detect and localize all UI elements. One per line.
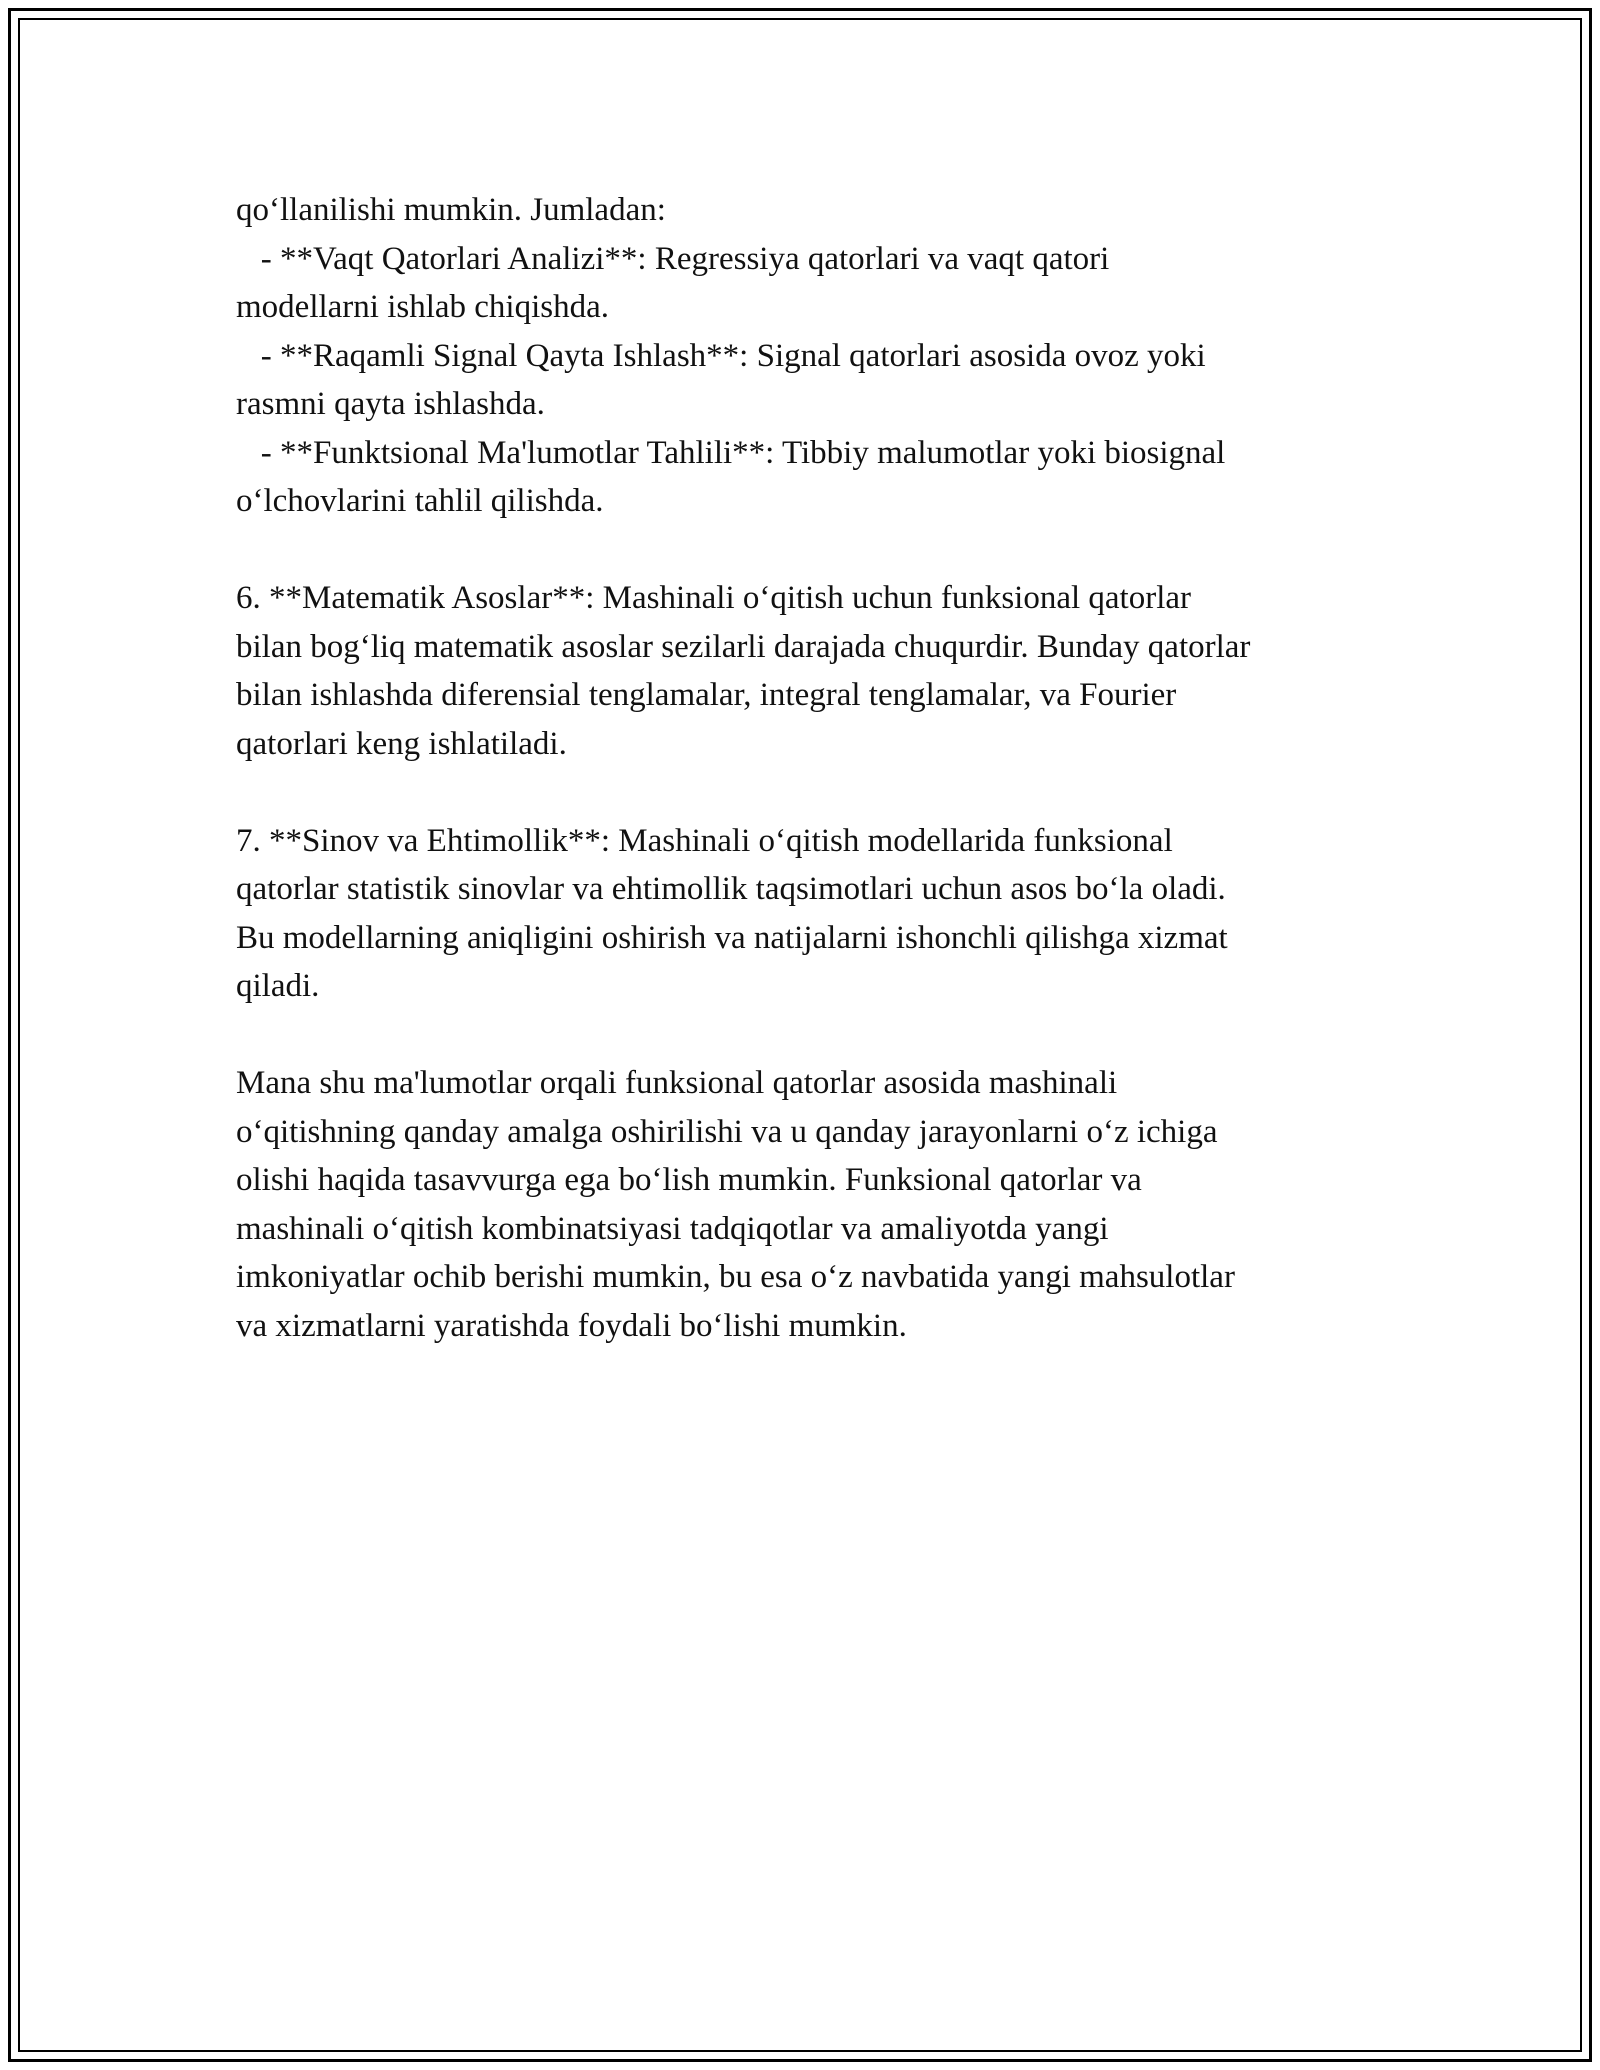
text-line: - **Vaqt Qatorlari Analizi**: Regressiya qatorlari va vaqt qatori	[236, 240, 1110, 277]
text-line: imkoniyatlar ochib berishi mumkin, bu esa o‘z navbatida yangi mahsulotlar	[236, 1259, 1235, 1295]
text-line: mashinali o‘qitish kombinatsiyasi tadqiqotlar va amaliyotda yangi	[236, 1210, 1109, 1247]
paragraph-applications-list	[236, 186, 1376, 526]
text-line: rasmni qayta ishlashda.	[236, 386, 545, 422]
text-line: 7. **Sinov va Ehtimollik**: Mashinali o‘qitish modellarida funksional	[236, 822, 1173, 859]
text-line: qiladi.	[236, 968, 320, 1004]
text-line: qatorlar statistik sinovlar va ehtimollik taqsimotlari uchun asos bo‘la oladi.	[236, 871, 1226, 907]
text-line: o‘lchovlarini tahlil qilishda.	[236, 483, 604, 519]
text-line: o‘qitishning qanday amalga oshirilishi va u qanday jarayonlarni o‘z ichiga	[236, 1113, 1218, 1150]
text-line: va xizmatlarni yaratishda foydali bo‘lishi mumkin.	[236, 1307, 907, 1344]
text-line: 6. **Matematik Asoslar**: Mashinali o‘qitish uchun funksional qatorlar	[236, 580, 1192, 616]
text-line: Bu modellarning aniqligini oshirish va natijalarni ishonchli qilishga xizmat	[236, 919, 1228, 956]
text-line: - **Funktsional Ma'lumotlar Tahlili**: Tibbiy malumotlar yoki biosignal	[236, 434, 1226, 471]
paragraph-item-7	[236, 817, 1376, 1011]
paragraph-spacer	[236, 768, 1376, 817]
text-line: qo‘llanilishi mumkin. Jumladan:	[236, 192, 666, 228]
text-line: bilan ishlashda diferensial tenglamalar, integral tenglamalar, va Fourier	[236, 677, 1177, 713]
text-line: qatorlari keng ishlatiladi.	[236, 725, 567, 762]
text-line: modellarni ishlab chiqishda.	[236, 289, 610, 325]
paragraph-spacer	[236, 526, 1376, 575]
text-line: Mana shu ma'lumotlar orqali funksional qatorlar asosida mashinali	[236, 1065, 1118, 1101]
paragraph-spacer	[236, 1011, 1376, 1060]
text-line: - **Raqamli Signal Qayta Ishlash**: Signal qatorlari asosida ovoz yoki	[236, 337, 1206, 374]
paragraph-item-6	[236, 574, 1376, 768]
paragraph-conclusion	[236, 1059, 1376, 1350]
text-line: bilan bog‘liq matematik asoslar sezilarli darajada chuqurdir. Bunday qatorlar	[236, 628, 1251, 665]
text-line: olishi haqida tasavvurga ega bo‘lish mumkin. Funksional qatorlar va	[236, 1162, 1142, 1198]
document-body	[236, 186, 1376, 1350]
